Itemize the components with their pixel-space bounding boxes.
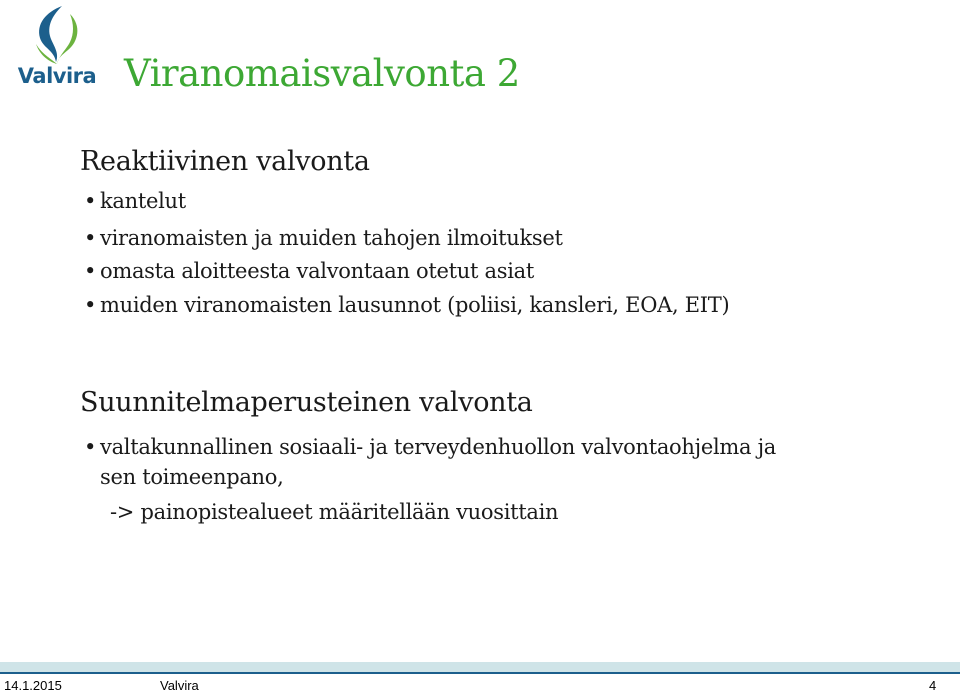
list-item-text: viranomaisten ja muiden tahojen ilmoitukset xyxy=(100,226,563,250)
list-item-note: -> painopistealueet määritellään vuosittain xyxy=(110,500,559,524)
bullet-icon: • xyxy=(84,226,97,250)
list-item-text: valtakunnallinen sosiaali- ja terveydenhuollon valvontaohjelma ja xyxy=(100,435,777,459)
logo-text: Valvira xyxy=(17,64,97,88)
list-item-text: muiden viranomaisten lausunnot (poliisi, kansleri, EOA, EIT) xyxy=(100,293,730,317)
footer-date: 14.1.2015 xyxy=(4,678,62,693)
bullet-icon: • xyxy=(84,293,97,317)
list-item xyxy=(84,188,186,214)
section-heading-reactive: Reaktiivinen valvonta xyxy=(80,146,370,177)
bullet-icon: • xyxy=(84,435,97,459)
footer-page-number: 4 xyxy=(929,678,937,693)
valvira-logo xyxy=(14,4,100,94)
bullet-icon: • xyxy=(84,259,97,283)
footer xyxy=(0,662,960,694)
valvira-leaf-icon xyxy=(26,4,88,66)
bullet-icon: • xyxy=(84,189,97,213)
list-item xyxy=(84,225,563,251)
footer-org: Valvira xyxy=(160,678,199,693)
list-item-text: kantelut xyxy=(100,189,186,213)
footer-divider xyxy=(0,672,960,674)
list-item-text: omasta aloitteesta valvontaan otetut asiat xyxy=(100,259,534,283)
section-heading-planned: Suunnitelmaperusteinen valvonta xyxy=(80,387,533,418)
slide-title: Viranomaisvalvonta 2 xyxy=(124,52,520,95)
list-item xyxy=(84,434,776,460)
list-item xyxy=(84,292,729,318)
list-item xyxy=(84,258,534,284)
list-item-continuation: sen toimeenpano, xyxy=(100,465,284,489)
footer-bar xyxy=(0,662,960,672)
